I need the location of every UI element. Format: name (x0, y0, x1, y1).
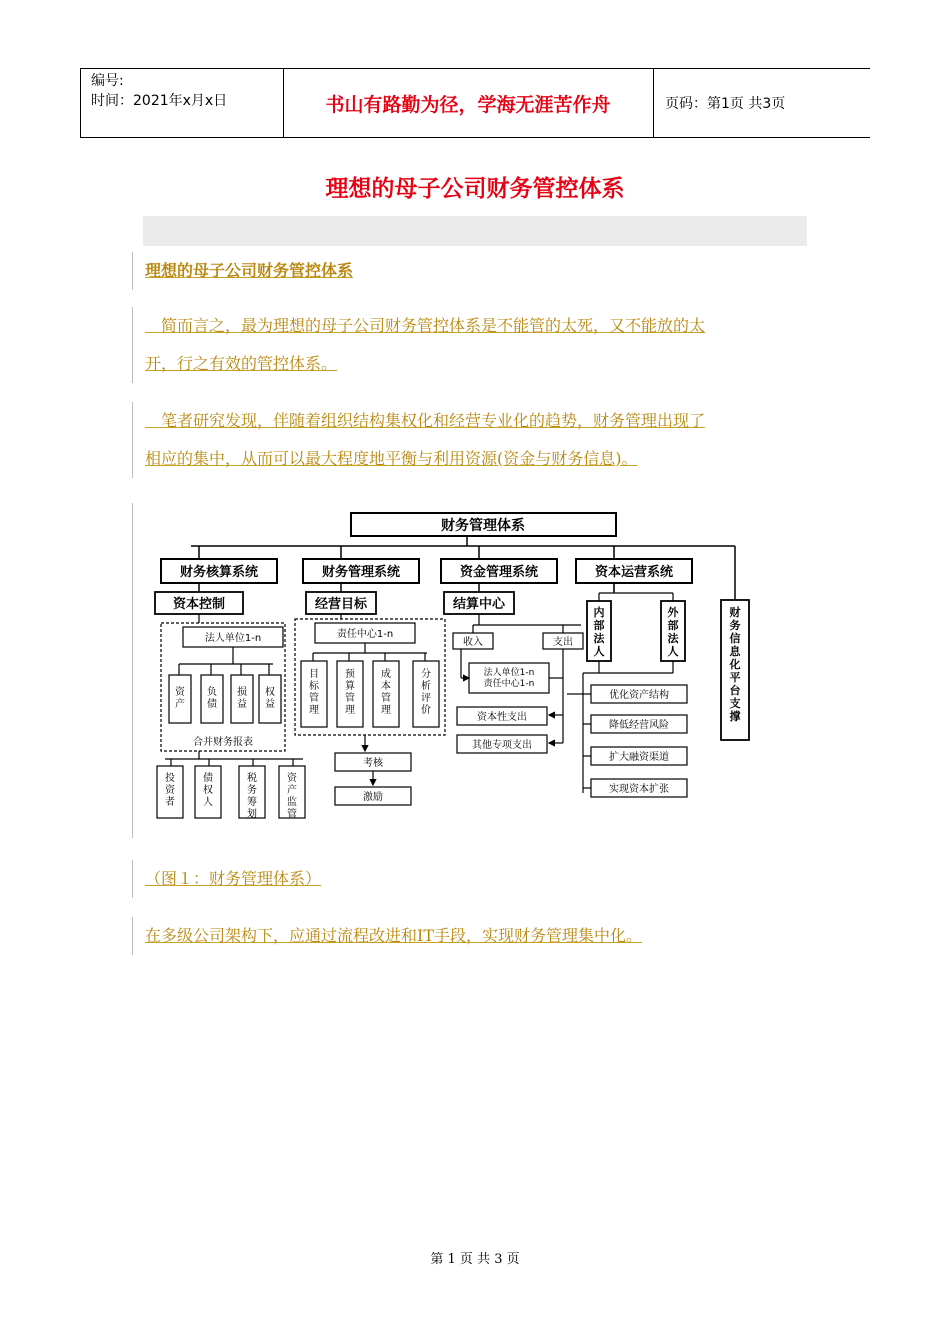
doc-title: 理想的母子公司财务管控体系 (325, 176, 625, 202)
acct-item-label-1: 资产 (175, 687, 185, 710)
header-meta (80, 69, 284, 137)
paragraph-2-line-2[interactable]: 相应的集中，从而可以最大程度地平衡与利用资源(资金与财务信息)。 (145, 449, 638, 468)
paragraph-1-line-2[interactable]: 开，行之有效的管控体系。 (145, 354, 338, 373)
legal-resp-label: 法人单位1-n 责任中心1-n (483, 668, 535, 689)
system-label-2: 财务管理系统 (321, 565, 401, 580)
system-label-3: 资金管理系统 (459, 565, 539, 580)
paragraph-2-line-1[interactable]: 笔者研究发现，伴随着组织结构集权化和经营专业化的趋势，财务管理出现了 (145, 411, 706, 430)
sub-label-1: 资本控制 (172, 597, 226, 612)
header-page-info: 页码：第1页 共3页 (665, 96, 786, 112)
mgmt-item-label-1: 目标管理 (309, 669, 319, 716)
figure-caption-text[interactable]: （图１：财务管理体系） (145, 869, 322, 888)
cap-item-label-1: 优化资产结构 (609, 690, 669, 701)
system-label-4: 资本运营系统 (594, 565, 674, 580)
paragraph-2 (132, 402, 815, 478)
cap-item-label-3: 扩大融资渠道 (609, 752, 669, 763)
gray-bar (143, 216, 807, 246)
doc-time: 时间：2021年x月x日 (91, 93, 228, 109)
sub-label-3: 结算中心 (452, 597, 506, 612)
section-heading (132, 252, 815, 290)
cap-item-label-4: 实现资本扩张 (609, 784, 669, 795)
expense-label: 支出 (553, 637, 573, 648)
consolidated-label: 合并财务报表 (193, 737, 253, 748)
page-footer: 第 1 页 共 3 页 (430, 1252, 520, 1267)
section-heading-link[interactable]: 理想的母子公司财务管控体系 (145, 261, 354, 280)
sub-label-2: 经营目标 (314, 597, 368, 612)
acct-item-label-4: 权益 (265, 687, 275, 710)
finance-diagram (151, 503, 751, 838)
info-platform-label: 财务信息化平台支撑 (729, 606, 741, 723)
stakeholder-label-4: 资产监管 (287, 773, 297, 820)
mgmt-item-label-2: 预算管理 (345, 669, 355, 716)
inner-legal-label: 内部法人 (593, 606, 605, 658)
acct-item-label-3: 损益 (237, 687, 247, 710)
incentive-label: 激励 (363, 792, 383, 803)
paragraph-1-line-1[interactable]: 简而言之，最为理想的母子公司财务管控体系是不能管的太死，又不能放的太 (145, 316, 706, 335)
acct-item-label-2: 负债 (207, 687, 217, 710)
mgmt-item-label-4: 分析评价 (421, 669, 431, 716)
stakeholder-label-1: 投资者 (165, 773, 175, 808)
paragraph-1 (132, 307, 815, 383)
other-exp-label: 其他专项支出 (472, 740, 532, 751)
figure-caption (132, 860, 815, 898)
root-node: 财务管理体系 (441, 518, 525, 534)
legal-unit-label: 法人单位1-n (204, 633, 262, 644)
assess-label: 考核 (363, 758, 383, 769)
capital-exp-label: 资本性支出 (477, 712, 527, 723)
paragraph-3-text[interactable]: 在多级公司架构下，应通过流程改进和IT手段，实现财务管理集中化。 (145, 926, 642, 945)
paragraph-3 (132, 917, 815, 955)
page-header (80, 68, 870, 138)
cap-item-label-2: 降低经营风险 (609, 720, 669, 731)
mgmt-item-label-3: 成本管理 (381, 669, 391, 716)
system-label-1: 财务核算系统 (179, 565, 259, 580)
resp-center-label: 责任中心1-n (336, 629, 394, 640)
figure-container (132, 503, 741, 838)
income-label: 收入 (463, 637, 483, 648)
outer-legal-label: 外部法人 (667, 606, 679, 658)
header-motto: 书山有路勤为径，学海无涯苦作舟 (283, 69, 654, 137)
doc-number: 编号: (91, 73, 124, 89)
stakeholder-label-2: 债权人 (203, 773, 213, 808)
stakeholder-label-3: 税务筹划 (247, 773, 257, 820)
